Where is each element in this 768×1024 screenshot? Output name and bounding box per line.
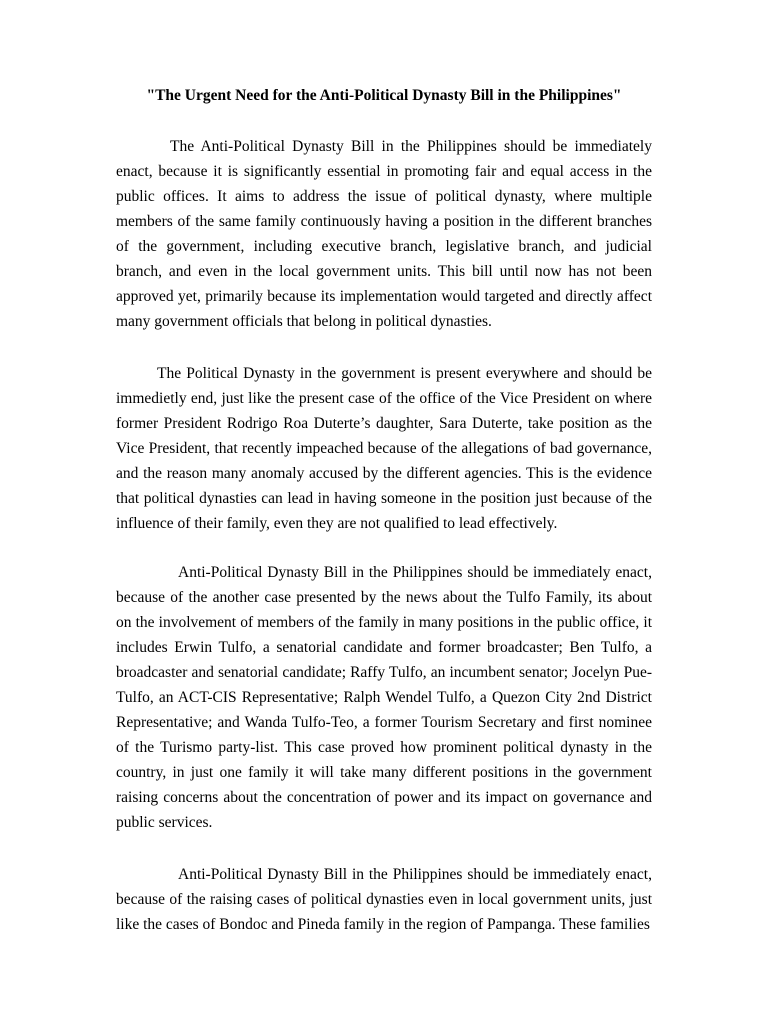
- document-title: "The Urgent Need for the Anti-Political Dynasty Bill in the Philippines": [146, 87, 622, 104]
- paragraph-2: The Political Dynasty in the government is present everywhere and should be immedietly end, just like the present case of the office of the Vice President on where former President Rodrigo Roa Duterte’s daughter, Sara Duterte, take position as the Vice President, that recently impeached because of the allegations of bad governance, and the reason many anomaly accused by the different agencies. This is the evidence that political dynasties can lead in having someone in the position just because of the influence of their family, even they are not qualified to lead effectively.: [116, 365, 652, 532]
- paragraph-4: Anti-Political Dynasty Bill in the Philippines should be immediately enact, because of the raising cases of political dynasties even in local government units, just like the cases of Bondoc and Pineda family in the region of Pampanga. These families: [116, 866, 652, 933]
- paragraph-1: The Anti-Political Dynasty Bill in the Philippines should be immediately enact, because it is significantly essential in promoting fair and equal access in the public offices. It aims to address the issue of political dynasty, where multiple members of the same family continuously having a position in the different branches of the government, including executive branch, legislative branch, and judicial branch, and even in the local government units. This bill until now has not been approved yet, primarily because its implementation would targeted and directly affect many government officials that belong in political dynasties.: [116, 138, 652, 330]
- paragraph-3: Anti-Political Dynasty Bill in the Philippines should be immediately enact, because of the another case presented by the news about the Tulfo Family, its about on the involvement of members of the family in many positions in the public office, it includes Erwin Tulfo, a senatorial candidate and former broadcaster; Ben Tulfo, a broadcaster and senatorial candidate; Raffy Tulfo, an incumbent senator; Jocelyn Pue-Tulfo, an ACT-CIS Representative; Ralph Wendel Tulfo, a Quezon City 2nd District Representative; and Wanda Tulfo-Teo, a former Tourism Secretary and first nominee of the Turismo party-list. This case proved how prominent political dynasty in the country, in just one family it will take many different positions in the government raising concerns about the concentration of power and its impact on governance and public services.: [116, 564, 652, 831]
